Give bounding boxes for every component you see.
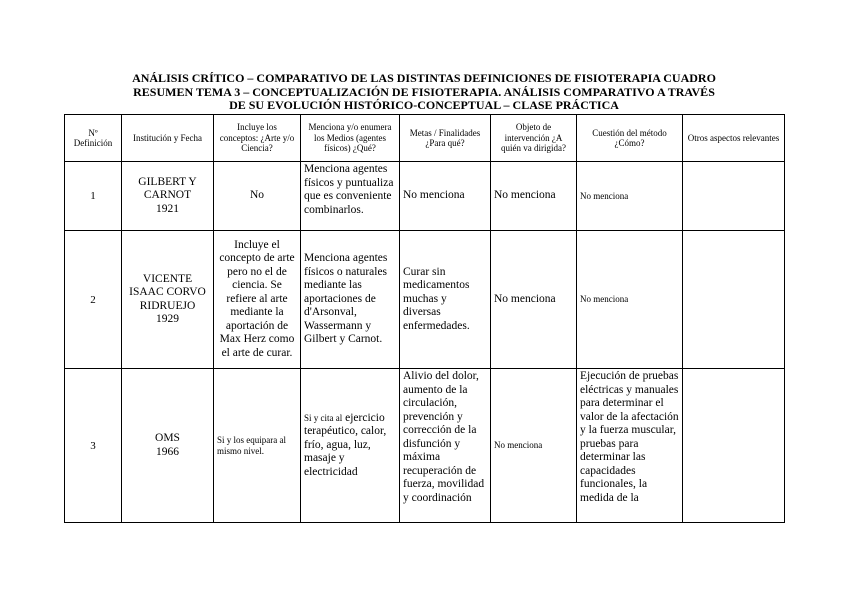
header-objeto: Objeto de intervención ¿A quién va dirigida? [491, 115, 577, 162]
metas-text: Alivio del dolor, aumento de la circulación, prevención y corrección de la disfunción y máxima recuperación de fuerza, movilidad y coordinación [403, 370, 485, 504]
document-title [110, 72, 738, 113]
row-medios [301, 369, 400, 523]
institution-line: RIDRUEJO [139, 299, 196, 312]
header-concept: Incluye los conceptos: ¿Arte y/o Ciencia? [214, 115, 301, 162]
row-medios [301, 162, 400, 231]
medios-prefix: Si y cita al [304, 412, 343, 423]
header-otros: Otros aspectos relevantes [683, 115, 785, 162]
row-metas [400, 369, 491, 523]
row-metodo: No menciona [577, 231, 683, 369]
row-concept: Incluye el concepto de arte pero no el de ciencia. Se refiere al arte mediante la aportación de Max Herz como el arte de curar. [214, 231, 301, 369]
row-metas: Curar sin medicamentos muchas y diversas enfermedades. [400, 231, 491, 369]
row-concept: No [214, 162, 301, 231]
row-objeto: No menciona [491, 162, 577, 231]
title-line-1: ANÁLISIS CRÍTICO – COMPARATIVO DE LAS DISTINTAS DEFINICIONES DE FISIOTERAPIA CUADRO [132, 71, 716, 85]
institution-line: 1929 [156, 313, 179, 325]
row-metas: No menciona [400, 162, 491, 231]
row-institution [122, 231, 214, 369]
header-metodo: Cuestión del método ¿Cómo? [577, 115, 683, 162]
row-objeto: No menciona [491, 369, 577, 523]
row-institution [122, 162, 214, 231]
medios-text: ejercicio terapéutico, calor, frío, agua, luz, masaje y electricidad [304, 411, 387, 478]
row-otros [683, 162, 785, 231]
institution-line: ISAAC CORVO [129, 286, 206, 298]
row-institution [122, 369, 214, 523]
title-line-2: RESUMEN TEMA 3 – CONCEPTUALIZACIÓN DE FISIOTERAPIA. ANÁLISIS COMPARATIVO A TRAVÉS [133, 84, 715, 99]
medios-text: Menciona agentes físicos y puntualiza que es conveniente combinarlos. [304, 163, 394, 216]
table-row [65, 231, 785, 369]
row-medios: Menciona agentes físicos o naturales mediante las aportaciones de d'Arsonval, Wassermann y Gilbert y Carnot. [301, 231, 400, 369]
row-num: 1 [65, 162, 122, 231]
institution-line: OMS [155, 432, 180, 444]
institution-line: VICENTE [142, 272, 193, 285]
row-otros [683, 369, 785, 523]
title-line-3: DE SU EVOLUCIÓN HISTÓRICO-CONCEPTUAL – CLASE PRÁCTICA [229, 98, 619, 112]
row-otros [683, 231, 785, 369]
header-num: Nº Definición [65, 115, 122, 162]
comparison-table [64, 114, 785, 523]
row-num: 2 [65, 231, 122, 369]
row-metodo [577, 369, 683, 523]
institution-line: 1921 [156, 202, 179, 215]
row-metodo: No menciona [577, 162, 683, 231]
table-row [65, 162, 785, 231]
header-metas: Metas / Finalidades ¿Para qué? [400, 115, 491, 162]
row-concept: Si y los equipara al mismo nivel. [214, 369, 301, 523]
header-institution: Institución y Fecha [122, 115, 214, 162]
institution-line: 1966 [156, 445, 179, 458]
institution-line: CARNOT [143, 189, 192, 202]
table-row [65, 369, 785, 523]
institution-line: GILBERT Y [138, 175, 197, 188]
row-num: 3 [65, 369, 122, 523]
row-objeto: No menciona [491, 231, 577, 369]
table-header-row [65, 115, 785, 162]
header-medios: Menciona y/o enumera los Medios (agentes físicos) ¿Qué? [301, 115, 400, 162]
metodo-text: Ejecución de pruebas eléctricas y manuales para determinar el valor de la afectación y la fuerza muscular, pruebas para determinar las capacidades funcionales, la medida de la [580, 370, 679, 504]
